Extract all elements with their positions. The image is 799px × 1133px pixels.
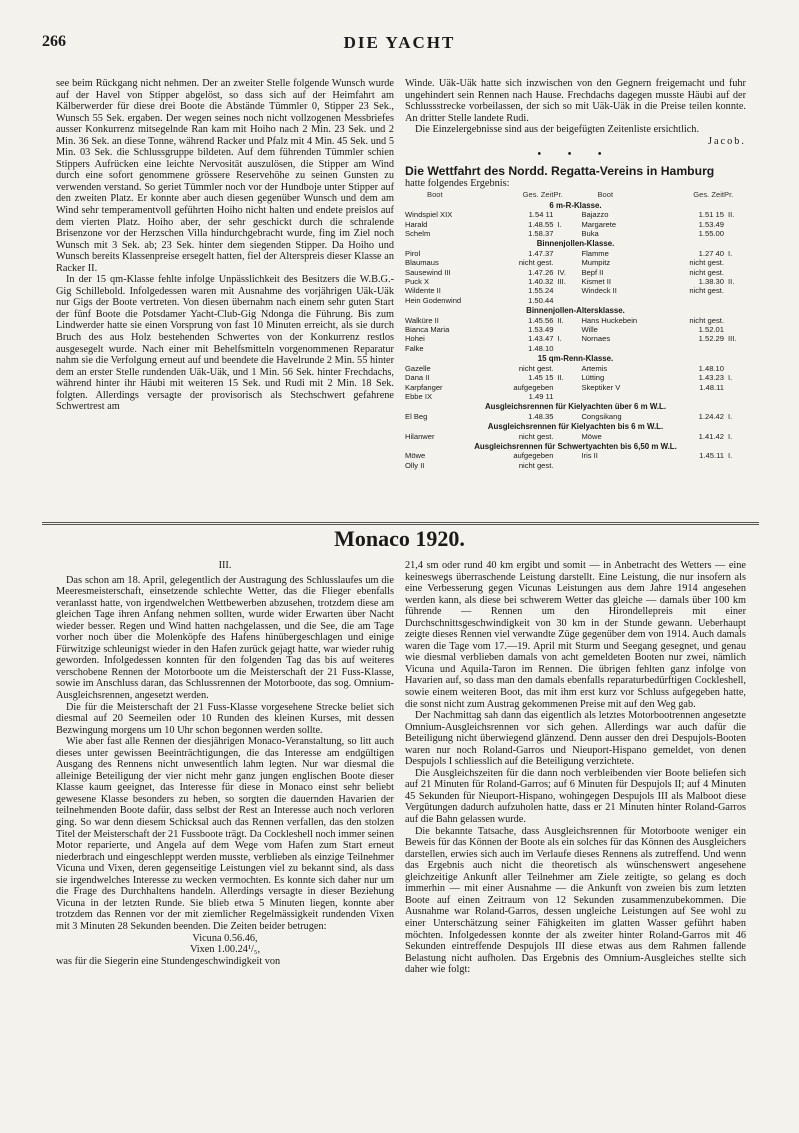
result-row: [405, 316, 746, 325]
total-time: 1.27 40: [698, 248, 724, 258]
paragraph: In der 15 qm-Klasse fehlte infolge Unpässlichkeit des Besitzers die W.B.G.-Gig Schillebold. Infolgedessen waren mit Ausnahme des vorjährigen Uäk-Uäk nur Gigs der Boote vertreten. Von diesen übernahm nach einem sehr guten Start der fünf Boote die Potsdamer Yacht-Club-Gig Ndonga die Führung. Bis zum Lindwerder hatte sie einen Vorsprung von fast 10 Minuten erreicht, als sie durch Bruch des aus Holz bestehenden Schwertes von der Konkurrenz restlos ausgesegelt wurde. Nach einer mit Behelfsmitteln vorgenommenen Reparatur nahm sie die Verfolgung erneut auf und beendete die Havelrunde 2 Min. 55 hinter dem an erster Stelle rundenden Uäk-Uäk, und 1 Min. 56 Sek. hinter Frechdachs, während hinter ihr Häubi mit weiteren 15 Sek. und Rudi mit 2 Min. 18 Sek. folgten. Allerdings versagte der provisorisch als Stechschwert gefahrene Schwertrest am: [56, 274, 394, 413]
prize: [553, 432, 575, 441]
total-time: nicht gest.: [689, 315, 724, 325]
boat-name: Mumpitz: [581, 258, 611, 268]
total-time: 1.43.47: [528, 334, 554, 344]
prize: [553, 364, 575, 373]
total-time: 1.49 11: [528, 391, 554, 401]
total-time: nicht gest.: [518, 431, 554, 441]
boat-name: El Beg: [405, 411, 428, 421]
class-heading-row: [405, 238, 746, 248]
total-time: 1.48.55: [528, 219, 554, 229]
result-row: [405, 334, 746, 343]
results-header-row: [405, 190, 746, 199]
column-header: Pr.: [724, 190, 734, 200]
boat-name: Artemis: [581, 363, 608, 373]
class-heading-row: [405, 305, 746, 315]
total-time: aufgegeben: [513, 382, 554, 392]
result-row: [405, 210, 746, 219]
prize: [724, 229, 746, 238]
prize: I.: [557, 219, 562, 229]
boat-name: Skeptiker V: [581, 382, 621, 392]
column-header: Boot: [597, 190, 614, 200]
prize: [553, 210, 575, 219]
boat-name: Ebbe IX: [405, 391, 433, 401]
result-row: [405, 383, 746, 392]
boat-name: Nornaes: [581, 334, 611, 344]
total-time: 1.48.10: [698, 363, 724, 373]
prize: II.: [728, 210, 735, 220]
prize: I.: [728, 411, 733, 421]
prize: [724, 461, 746, 470]
boat-name: Lütting: [581, 373, 605, 383]
article-right-column: [405, 560, 746, 976]
prize: [724, 392, 746, 401]
total-time: 1.54 11: [528, 210, 554, 220]
class-heading: 15 qm-Renn-Klasse.: [537, 354, 614, 364]
paragraph: Die bekannte Tatsache, dass Ausgleichsrennen für Motorboote weniger ein Beweis für das Können der Boote als ein solches für das Können des Ausgleichers darstellen, erwies sich auch im Verlaufe dieses Rennens als zutreffend. Und wenn das Ergebnis auch nicht die theoretisch als wünschenswert angesehene gleichzeitige Ankunft aller Teilnehmer am Ziele zeitigte, so gelang es doch immerhin — mit einer Ausnahme — die Ankunft von zweien bis zum letzten Boote auf einen Zeitraum von 12 Sekunden zusammenzubekommen. Die Ausnahme war Roland-Garros, dessen ungleiche Leistungen auf See wohl zu einer Unterschätzung seiner Fähigkeiten im glatten Wasser geführt haben möchten. Infolgedessen konnte der als zweiter hinter Roland-Garros mit 46 Sekunden eintreffende Despujols III diese etwas aus dem Rahmen fallende Belastung nicht aufholen. Das Ergebnis des Omnium-Ausgleiches stellte sich daher wie folgt:: [405, 825, 746, 976]
boat-name: [575, 392, 670, 401]
total-time: 1.53.49: [528, 325, 554, 335]
boat-name: Bianca Maria: [405, 325, 450, 335]
total-time: 1.43.23: [698, 373, 724, 383]
boat-name: Karpfanger: [405, 382, 443, 392]
prize: III.: [728, 334, 737, 344]
prize: [553, 461, 575, 470]
boat-name: Hilanwer: [405, 431, 435, 441]
class-heading-row: [405, 421, 746, 431]
prize: [724, 258, 746, 267]
total-time: 1.45 15: [528, 373, 554, 383]
total-time: 1.40.32: [528, 277, 554, 287]
boat-name: Möwe: [405, 451, 426, 461]
total-time: 1.48.35: [528, 411, 554, 421]
boat-name: Puck X: [405, 277, 430, 287]
prize: [553, 325, 575, 334]
total-time: 1.48.11: [699, 382, 724, 392]
time-vicuna: Vicuna 0.56.46,: [192, 932, 258, 944]
total-time: 1.41.42: [698, 431, 724, 441]
prize: I.: [728, 248, 733, 258]
prize: [553, 249, 575, 258]
prize: II.: [728, 277, 735, 287]
result-row: [405, 268, 746, 277]
prize: [553, 286, 575, 295]
top-right-column: [405, 78, 746, 470]
paragraph: Die für die Meisterschaft der 21 Fuss-Klasse vorgesehene Strecke beliet sich diesmal auf 20 Seemeilen oder 10 Runden des kleinen Kurses, mit dessen Bezwingung morgens um 10 Uhr schon begonnen werden sollte.: [56, 701, 394, 736]
prize: I.: [728, 451, 733, 461]
separator-dots: • • •: [537, 149, 614, 161]
boat-name: [575, 344, 670, 353]
class-heading: Ausgleichsrennen für Kielyachten bis 6 m W.L.: [487, 422, 664, 432]
paragraph: Der Nachmittag sah dann das eigentlich als letztes Motorbootrennen angesetzte Omnium-Ausgleichsrennen vor sich gehen. Allerdings war auch dafür die Beteiligung nicht überwiegend glänzend. Denn ausser den drei Despujols-Booten waren nur noch Roland-Garros und Nieuport-Hispano gemeldet, von denen Despujols I schliesslich auf die Beteiligung verzichtete.: [405, 710, 746, 768]
prize: [724, 316, 746, 325]
section-number: III.: [218, 560, 232, 571]
class-heading: 6 m-R-Klasse.: [549, 200, 602, 210]
race-title: Die Wettfahrt des Nordd. Regatta-Vereins in Hamburg: [405, 163, 715, 178]
total-time: [671, 296, 724, 305]
result-row: [405, 229, 746, 238]
boat-name: Congsikang: [581, 411, 622, 421]
boat-name: Blaumaus: [405, 258, 439, 268]
boat-name: Olly II: [405, 460, 425, 470]
total-time: 1.55.24: [528, 286, 554, 296]
prize: II.: [557, 373, 564, 383]
section-divider: [42, 522, 759, 525]
results-table: [405, 190, 746, 470]
boat-name: Möwe: [581, 431, 602, 441]
total-time: 1.38.30: [698, 277, 724, 287]
boat-name: Windeck II: [581, 286, 617, 296]
column-header: Ges. Zeit: [522, 190, 554, 200]
boat-name: Walküre II: [405, 315, 439, 325]
article-title: Monaco 1920.: [334, 526, 465, 551]
boat-name: Dana II: [405, 373, 430, 383]
class-heading-row: [405, 200, 746, 210]
signature: Jacob.: [707, 135, 746, 147]
boat-name: Hans Huckebein: [581, 315, 638, 325]
boat-name: Buka: [581, 229, 599, 238]
prize: [553, 451, 575, 460]
prize: II.: [557, 315, 564, 325]
total-time: [671, 344, 724, 353]
prize: [724, 286, 746, 295]
prize: I.: [557, 334, 562, 344]
total-time: nicht gest.: [689, 258, 724, 268]
prize: [553, 392, 575, 401]
prize: [724, 296, 746, 305]
total-time: aufgegeben: [513, 451, 554, 461]
column-header: Pr.: [553, 190, 563, 200]
paragraph: Das schon am 18. April, gelegentlich der Austragung des Schlusslaufes um die Meeresmeisterschaft, einsetzende schlechte Wetter, das die Flieger ebenfalls veranlasst hatte, von irgendwelchen Wettbewerben abzusehen, trotzdem diese am gleichen Tage ihren Anfang nehmen sollten, wurde wider Erwarten über Nacht wieder besser. Regen und Wind hatten nachgelassen, und die See, die am Tage vorher noch über die Molenköpfe des Hafens hinübergeschlagen und einige Fürwitzige schleunigst wieder in den Hafen zurück gejagt hatte, war wieder ruhig geworden. Infolgedessen konnten für den folgenden Tag das bis auf weiteres verschobene Rennen der Motorboote um die Meisterschaft der 21 Fuss-Klasse, sowie im Anschluss daran, das Schlussrennen der Motorboote, das sog. Omnium-Ausgleichsrennen, angesetzt werden.: [56, 574, 394, 702]
result-row: [405, 412, 746, 421]
total-time: 1.45.11: [699, 451, 724, 461]
total-time: 1.55.00: [698, 229, 724, 238]
class-heading-row: [405, 441, 746, 451]
total-time: [671, 392, 724, 401]
total-time: 1.52.01: [698, 325, 724, 335]
prize: [553, 344, 575, 353]
boat-name: Wildente II: [405, 286, 441, 296]
total-time: nicht gest.: [518, 258, 554, 268]
total-time: 1.45.56: [528, 315, 554, 325]
total-time: 1.53.49: [698, 219, 724, 229]
boat-name: Harald: [405, 219, 428, 229]
boat-name: Schelm: [405, 229, 431, 238]
boat-name: Flamme: [581, 248, 609, 258]
prize: [724, 383, 746, 392]
class-heading-row: [405, 401, 746, 411]
total-time: nicht gest.: [518, 460, 554, 470]
paragraph: Die Ausgleichszeiten für die dann noch verbleibenden vier Boote beliefen sich auf 21 Minuten für Roland-Garros; auf 6 Minuten für Despujols II; auf 4 Minuten 45 Sekunden für Nieuport-Hispano, wohingegen Despujols III als Malboot diese Vergütungen dadurch aufzuholen hatte, dass er 21 Minuten hinter Roland-Garros auf die Bahn gelassen wurde.: [405, 767, 746, 826]
total-time: 1.24.42: [698, 411, 724, 421]
result-row: [405, 325, 746, 334]
class-heading-row: [405, 353, 746, 363]
total-time: 1.51 15: [698, 210, 724, 220]
class-heading: Binnenjollen-Altersklasse.: [526, 306, 625, 316]
boat-name: Bajazzo: [581, 210, 609, 220]
boat-name: Kismet II: [581, 277, 611, 287]
paragraph: Die Einzelergebnisse sind aus der beigefügten Zeitenliste ersichtlich.: [415, 124, 700, 136]
boat-name: Margarete: [581, 219, 617, 229]
column-header: Ges. Zeit: [693, 190, 724, 200]
boat-name: Wille: [581, 325, 598, 335]
paragraph: see beim Rückgang nicht nehmen. Der an zweiter Stelle folgende Wunsch wurde auf der Havel von Stipper abgelöst, so dass sich auf der Heimfahrt am Kälberwerder für diese drei Boote die Abstände Tümmler 0, Stipper 23 Sek., Wunsch 55 Sek. ergaben. Der wegen seines noch nicht vollzogenen Messbriefes ausser Konkurrenz mitsegelnde Ran kam mit Hoiho nach 2 Min. 23 Sek. und 2 Min. 36 Sek. an diese Tonne, während Racker und Pfalz mit 4 Min. 45 Sek. und 5 Min. 03 Sek. die Schlussgruppe bildeten. Auf dem führenden Tümmler schien Stippers Aufrücken eine leichte Nervosität auszulösen, die Stipper am Wind durch eine sofort genommene grössere Reservehöhe zu seinen Gunsten zu verwenden verstand. So geriet Tümmler noch vor der Hundboje unter Stipper auf den zweiten Platz. Er konnte aber auch diesen gegenüber Wunsch und dem am Wind sehr temperamentvoll geführten Hoiho nicht halten und endete preislos auf dem vierten Platz. Hoiho aber, der sehr geschickt durch die schralende Brisenzone vor der Herzschen Villa hindurchgebracht wurde, fing im Ziel noch Wunsch mit 3 Sek. ab; 23 Sek. hinter dem siegenden Stipper. Da Hoiho und Wunsch bereits Klassenpreise ersegelt hatten, fiel der Alterspreis dieser Klasse an Racker II.: [56, 78, 394, 274]
boat-name: Bepf II: [581, 267, 604, 277]
total-time: [671, 461, 724, 470]
result-row: [405, 451, 746, 460]
article-left-column: [56, 560, 394, 967]
result-row: [405, 344, 746, 353]
result-row: [405, 286, 746, 295]
prize: I.: [728, 431, 733, 441]
result-row: [405, 392, 746, 401]
prize: [724, 325, 746, 334]
boat-name: Falke: [405, 343, 424, 353]
result-row: [405, 432, 746, 441]
prize: [724, 344, 746, 353]
result-row: [405, 364, 746, 373]
prize: [553, 296, 575, 305]
paragraph: Winde. Uäk-Uäk hatte sich inzwischen von den Gegnern freigemacht und fuhr ungehindert sein Rennen nach Hause. Frechdachs dagegen musste Häubi auf der Schlussstrecke vorbeilassen, der sich so mit Uäk-Uäk in die Preise teilen konnte. An dritter Stelle landete Rudi.: [405, 78, 746, 124]
column-header: Boot: [427, 190, 443, 200]
result-row: [405, 249, 746, 258]
total-time: 1.52.29: [698, 334, 724, 344]
class-heading: Ausgleichsrennen für Kielyachten über 6 m W.L.: [484, 402, 667, 412]
paragraph: Wie aber fast alle Rennen der diesjährigen Monaco-Veranstaltung, so litt auch dieses unter gewissen Beeinträchtigungen, die das Interesse am endgültigen Ausgang des Rennens nicht unwesentlich lahm legten. Nur war diesmal die alleinige Beteiligung der vier nicht mehr ganz jungen englischen Boote dieser Klasse kaum geeignet, das Interesse für diese in Monaco einst sehr beliebt gewesene Klasse besonders zu heben, so sorgten die dauernden Havarien der teilnehmenden Boote dafür, dass selbst der Rest an Interesse auch noch verloren ging. So war denn diesem Schicksal auch das Rennen verfallen, das den stolzen Titel der Meisterschaft der 21 Fussboote trägt. Da Cockleshell noch immer seinen Motor reparierte, und Angela auf dem Wege vom Hafen zum Start erneut niederbrach und eingeschleppt werden musste, verblieben als einzige Teilnehmer Vicuna und Vixen, deren gegenseitige Leistungen viel zu bekannt sind, als dass sie irgendwelches Interesse zu wecken vermochten. Es konnte sich daher nur um die Frage des Durchhaltens handeln. Allerdings versagte in dieser Beziehung Vicuna in der letzten Runde. Sie blieb etwa 5 Minuten liegen, konnte aber trotzdem das Rennen vor der mit ziemlicher Regelmässigkeit rundenden Vixen mit 3 Minuten 28 Sekunden beenden. Die Zeiten beider betrugen:: [56, 736, 394, 932]
prize: [553, 383, 575, 392]
boat-name: Hohei: [405, 334, 425, 344]
prize: [553, 258, 575, 267]
result-row: [405, 277, 746, 286]
boat-name: Hein Godenwind: [405, 295, 462, 305]
race-intro: hatte folgendes Ergebnis:: [405, 177, 510, 189]
boat-name: Pirol: [405, 248, 421, 258]
total-time: 1.48.10: [528, 343, 554, 353]
result-row: [405, 461, 746, 470]
boat-name: [575, 461, 670, 470]
total-time: 1.47.37: [528, 248, 554, 258]
page-number: 266: [42, 33, 66, 50]
prize: [724, 220, 746, 229]
paragraph: 21,4 sm oder rund 40 km ergibt und somit — in Anbetracht des Wetters — eine keineswegs überraschende Leistung darstellt. Eine Leistung, die nur insofern als eine Verbesserung gegen Vicunas Leistungen aus dem Jahre 1914 angesehen werden kann, als diese bei schwerem Wetter das gleiche — damals über 100 km führende — Rennen um den Hirondellepreis mit einer Durchschnittsgeschwindigkeit von 30 km in der Stunde gewann. Ueberhaupt zeigte dieses Rennen viel verwandte Züge gegenüber dem von 1914. Auch damals waren die Tage vom 17.—19. April mit Sturm und Seegang gesegnet, und genau wie diesmal verblieben damals von acht gemeldeten Booten nur zwei, nämlich Vicuna und Aquila-Taron im Rennen. Die übrigen fehlten ganz infolge von Havarien auf, so dass man den damals ebenfalls reparaturbedürftigen Cockleshell, sowie einem weiteren Boot, das mit ihm erst kurz vor Schluss aufgegeben hatte, die sonst nicht zum Austrag gekommenen Preise mit auf den Weg gab.: [405, 560, 746, 710]
result-row: [405, 296, 746, 305]
total-time: nicht gest.: [689, 267, 724, 277]
time-vixen: Vixen 1.00.24¹/₅,: [189, 944, 261, 956]
prize: [553, 229, 575, 238]
result-row: [405, 220, 746, 229]
boat-name: Gazelle: [405, 363, 431, 373]
total-time: 1.50.44: [528, 295, 554, 305]
prize: [724, 268, 746, 277]
prize: [724, 364, 746, 373]
running-title: DIE YACHT: [343, 33, 456, 52]
class-heading: Binnenjollen-Klasse.: [536, 239, 615, 249]
prize: III.: [557, 277, 566, 287]
result-row: [405, 258, 746, 267]
prize: IV.: [557, 267, 567, 277]
prize: [553, 412, 575, 421]
total-time: 1.47.26: [528, 267, 554, 277]
total-time: 1.58.37: [528, 229, 554, 238]
result-row: [405, 373, 746, 382]
boat-name: Iris II: [581, 451, 598, 461]
total-time: nicht gest.: [689, 286, 724, 296]
top-left-column: [56, 78, 394, 413]
boat-name: Windspiel XIX: [405, 210, 453, 220]
class-heading: Ausgleichsrennen für Schwertyachten bis 6,50 m W.L.: [474, 441, 677, 451]
total-time: nicht gest.: [518, 363, 554, 373]
boat-name: [575, 296, 670, 305]
prize: I.: [728, 373, 733, 383]
paragraph: was für die Siegerin eine Stundengeschwindigkeit von: [56, 955, 281, 967]
boat-name: Sausewind III: [405, 267, 451, 277]
